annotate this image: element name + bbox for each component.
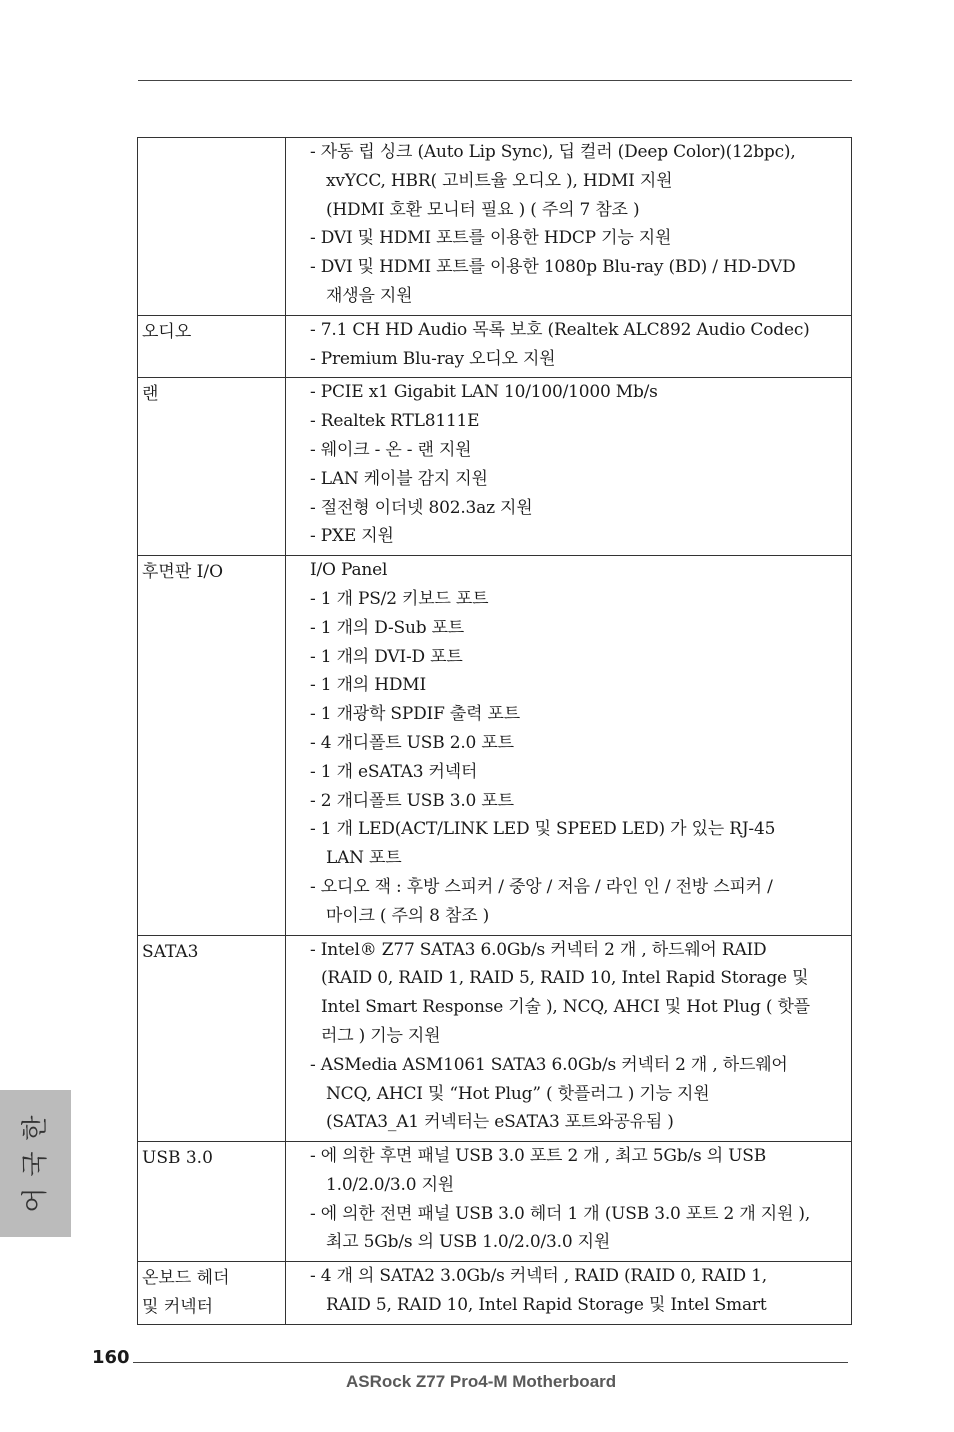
spec-content-cell: [286, 1262, 852, 1325]
spec-line: I/O Panel: [310, 560, 388, 581]
spec-content-cell: [286, 1142, 852, 1262]
spec-row: [138, 315, 852, 378]
language-side-tab: [0, 1090, 71, 1237]
top-rule: [138, 80, 852, 81]
spec-line: - 4 개디폴트 USB 2.0 포트: [310, 732, 514, 753]
spec-row: [138, 1142, 852, 1262]
spec-line: - 4 개 의 SATA2 3.0Gb/s 커넥터 , RAID (RAID 0, RAID 1,: [310, 1266, 767, 1287]
spec-row: [138, 138, 852, 316]
spec-row: [138, 378, 852, 556]
spec-line: 1.0/2.0/3.0 지원: [326, 1174, 455, 1195]
footer-title: ASRock Z77 Pro4-M Motherboard: [346, 1372, 617, 1391]
spec-line: - 1 개 LED(ACT/LINK LED 및 SPEED LED) 가 있는 RJ-45: [310, 819, 776, 840]
spec-line: - Intel® Z77 SATA3 6.0Gb/s 커넥터 2 개 , 하드웨어 RAID: [310, 939, 767, 960]
spec-label: 오디오: [142, 321, 192, 342]
spec-line: - DVI 및 HDMI 포트를 이용한 HDCP 기능 지원: [310, 228, 672, 249]
spec-content-cell: [286, 935, 852, 1142]
spec-line: 러그 ) 기능 지원: [321, 1025, 441, 1046]
spec-row: [138, 935, 852, 1142]
spec-line: - LAN 케이블 감지 지원: [310, 468, 488, 489]
spec-line: - 1 개광학 SPDIF 출력 포트: [310, 704, 520, 725]
spec-label: USB 3.0: [142, 1148, 213, 1169]
spec-line: 재생을 지원: [326, 285, 413, 306]
spec-line: - 1 개 eSATA3 커넥터: [310, 761, 478, 782]
spec-line: xvYCC, HBR( 고비트율 오디오 ), HDMI 지원: [326, 170, 673, 191]
spec-label: 및 커넥터: [142, 1297, 214, 1318]
spec-line: - Realtek RTL8111E: [310, 411, 480, 432]
spec-label-cell: [138, 556, 286, 935]
spec-line: - 1 개의 DVI-D 포트: [310, 646, 463, 667]
spec-line: - PCIE x1 Gigabit LAN 10/100/1000 Mb/s: [310, 382, 658, 403]
spec-line: - Premium Blu-ray 오디오 지원: [310, 348, 556, 369]
spec-content-cell: [286, 378, 852, 556]
spec-line: - 웨이크 - 온 - 랜 지원: [310, 439, 472, 460]
spec-line: - 1 개의 HDMI: [310, 675, 426, 696]
spec-row: [138, 1262, 852, 1325]
bottom-rule: [133, 1362, 848, 1363]
spec-line: - PXE 지원: [310, 526, 394, 547]
page-number: 160: [92, 1347, 130, 1368]
spec-content-cell: [286, 315, 852, 378]
spec-label: 랜: [142, 384, 159, 405]
spec-label-cell: [138, 315, 286, 378]
spec-line: (SATA3_A1 커넥터는 eSATA3 포트와공유됨 ): [326, 1112, 674, 1133]
spec-line: - DVI 및 HDMI 포트를 이용한 1080p Blu-ray (BD) / HD-DVD: [310, 257, 796, 278]
spec-line: - 2 개디폴트 USB 3.0 포트: [310, 790, 514, 811]
spec-line: 마이크 ( 주의 8 참조 ): [326, 905, 490, 926]
spec-label-cell: [138, 1262, 286, 1325]
side-tab-char: 국: [20, 1150, 51, 1177]
spec-line: - 1 개의 D-Sub 포트: [310, 617, 465, 638]
spec-row: [138, 556, 852, 935]
spec-line: Intel Smart Response 기술 ), NCQ, AHCI 및 Hot Plug ( 핫플: [321, 997, 810, 1018]
spec-line: - ASMedia ASM1061 SATA3 6.0Gb/s 커넥터 2 개 , 하드웨어: [310, 1054, 788, 1075]
spec-line: NCQ, AHCI 및 “Hot Plug” ( 핫플러그 ) 기능 지원: [326, 1083, 710, 1104]
spec-line: - 1 개 PS/2 키보드 포트: [310, 588, 489, 609]
spec-content-cell: [286, 556, 852, 935]
spec-label-cell: [138, 1142, 286, 1262]
spec-line: - 7.1 CH HD Audio 목록 보호 (Realtek ALC892 Audio Codec): [310, 319, 810, 340]
spec-line: 최고 5Gb/s 의 USB 1.0/2.0/3.0 지원: [326, 1232, 611, 1253]
spec-line: (RAID 0, RAID 1, RAID 5, RAID 10, Intel Rapid Storage 및: [321, 968, 809, 989]
spec-label: SATA3: [142, 941, 199, 962]
spec-content-cell: [286, 138, 852, 316]
spec-line: - 자동 립 싱크 (Auto Lip Sync), 딥 컬러 (Deep Color)(12bpc),: [310, 142, 796, 162]
spec-line: - 오디오 잭 : 후방 스피커 / 중앙 / 저음 / 라인 인 / 전방 스피커 /: [310, 876, 773, 897]
side-tab-char: 어: [20, 1186, 51, 1213]
spec-line: LAN 포트: [326, 848, 402, 869]
spec-label: 온보드 헤더: [142, 1268, 230, 1289]
spec-line: (HDMI 호환 모니터 필요 ) ( 주의 7 참조 ): [326, 199, 640, 220]
spec-label-cell: [138, 138, 286, 316]
spec-line: RAID 5, RAID 10, Intel Rapid Storage 및 Intel Smart: [326, 1295, 767, 1316]
spec-label-cell: [138, 378, 286, 556]
spec-line: - 에 의한 후면 패널 USB 3.0 포트 2 개 , 최고 5Gb/s 의 USB: [310, 1146, 767, 1167]
spec-line: - 절전형 이더넷 802.3az 지원: [310, 497, 533, 518]
spec-line: - 에 의한 전면 패널 USB 3.0 헤더 1 개 (USB 3.0 포트 2 개 지원 ),: [310, 1203, 811, 1224]
spec-label-cell: [138, 935, 286, 1142]
spec-table: [137, 137, 852, 1325]
spec-label: 후면판 I/O: [142, 562, 224, 583]
side-tab-char: 한: [20, 1114, 51, 1141]
